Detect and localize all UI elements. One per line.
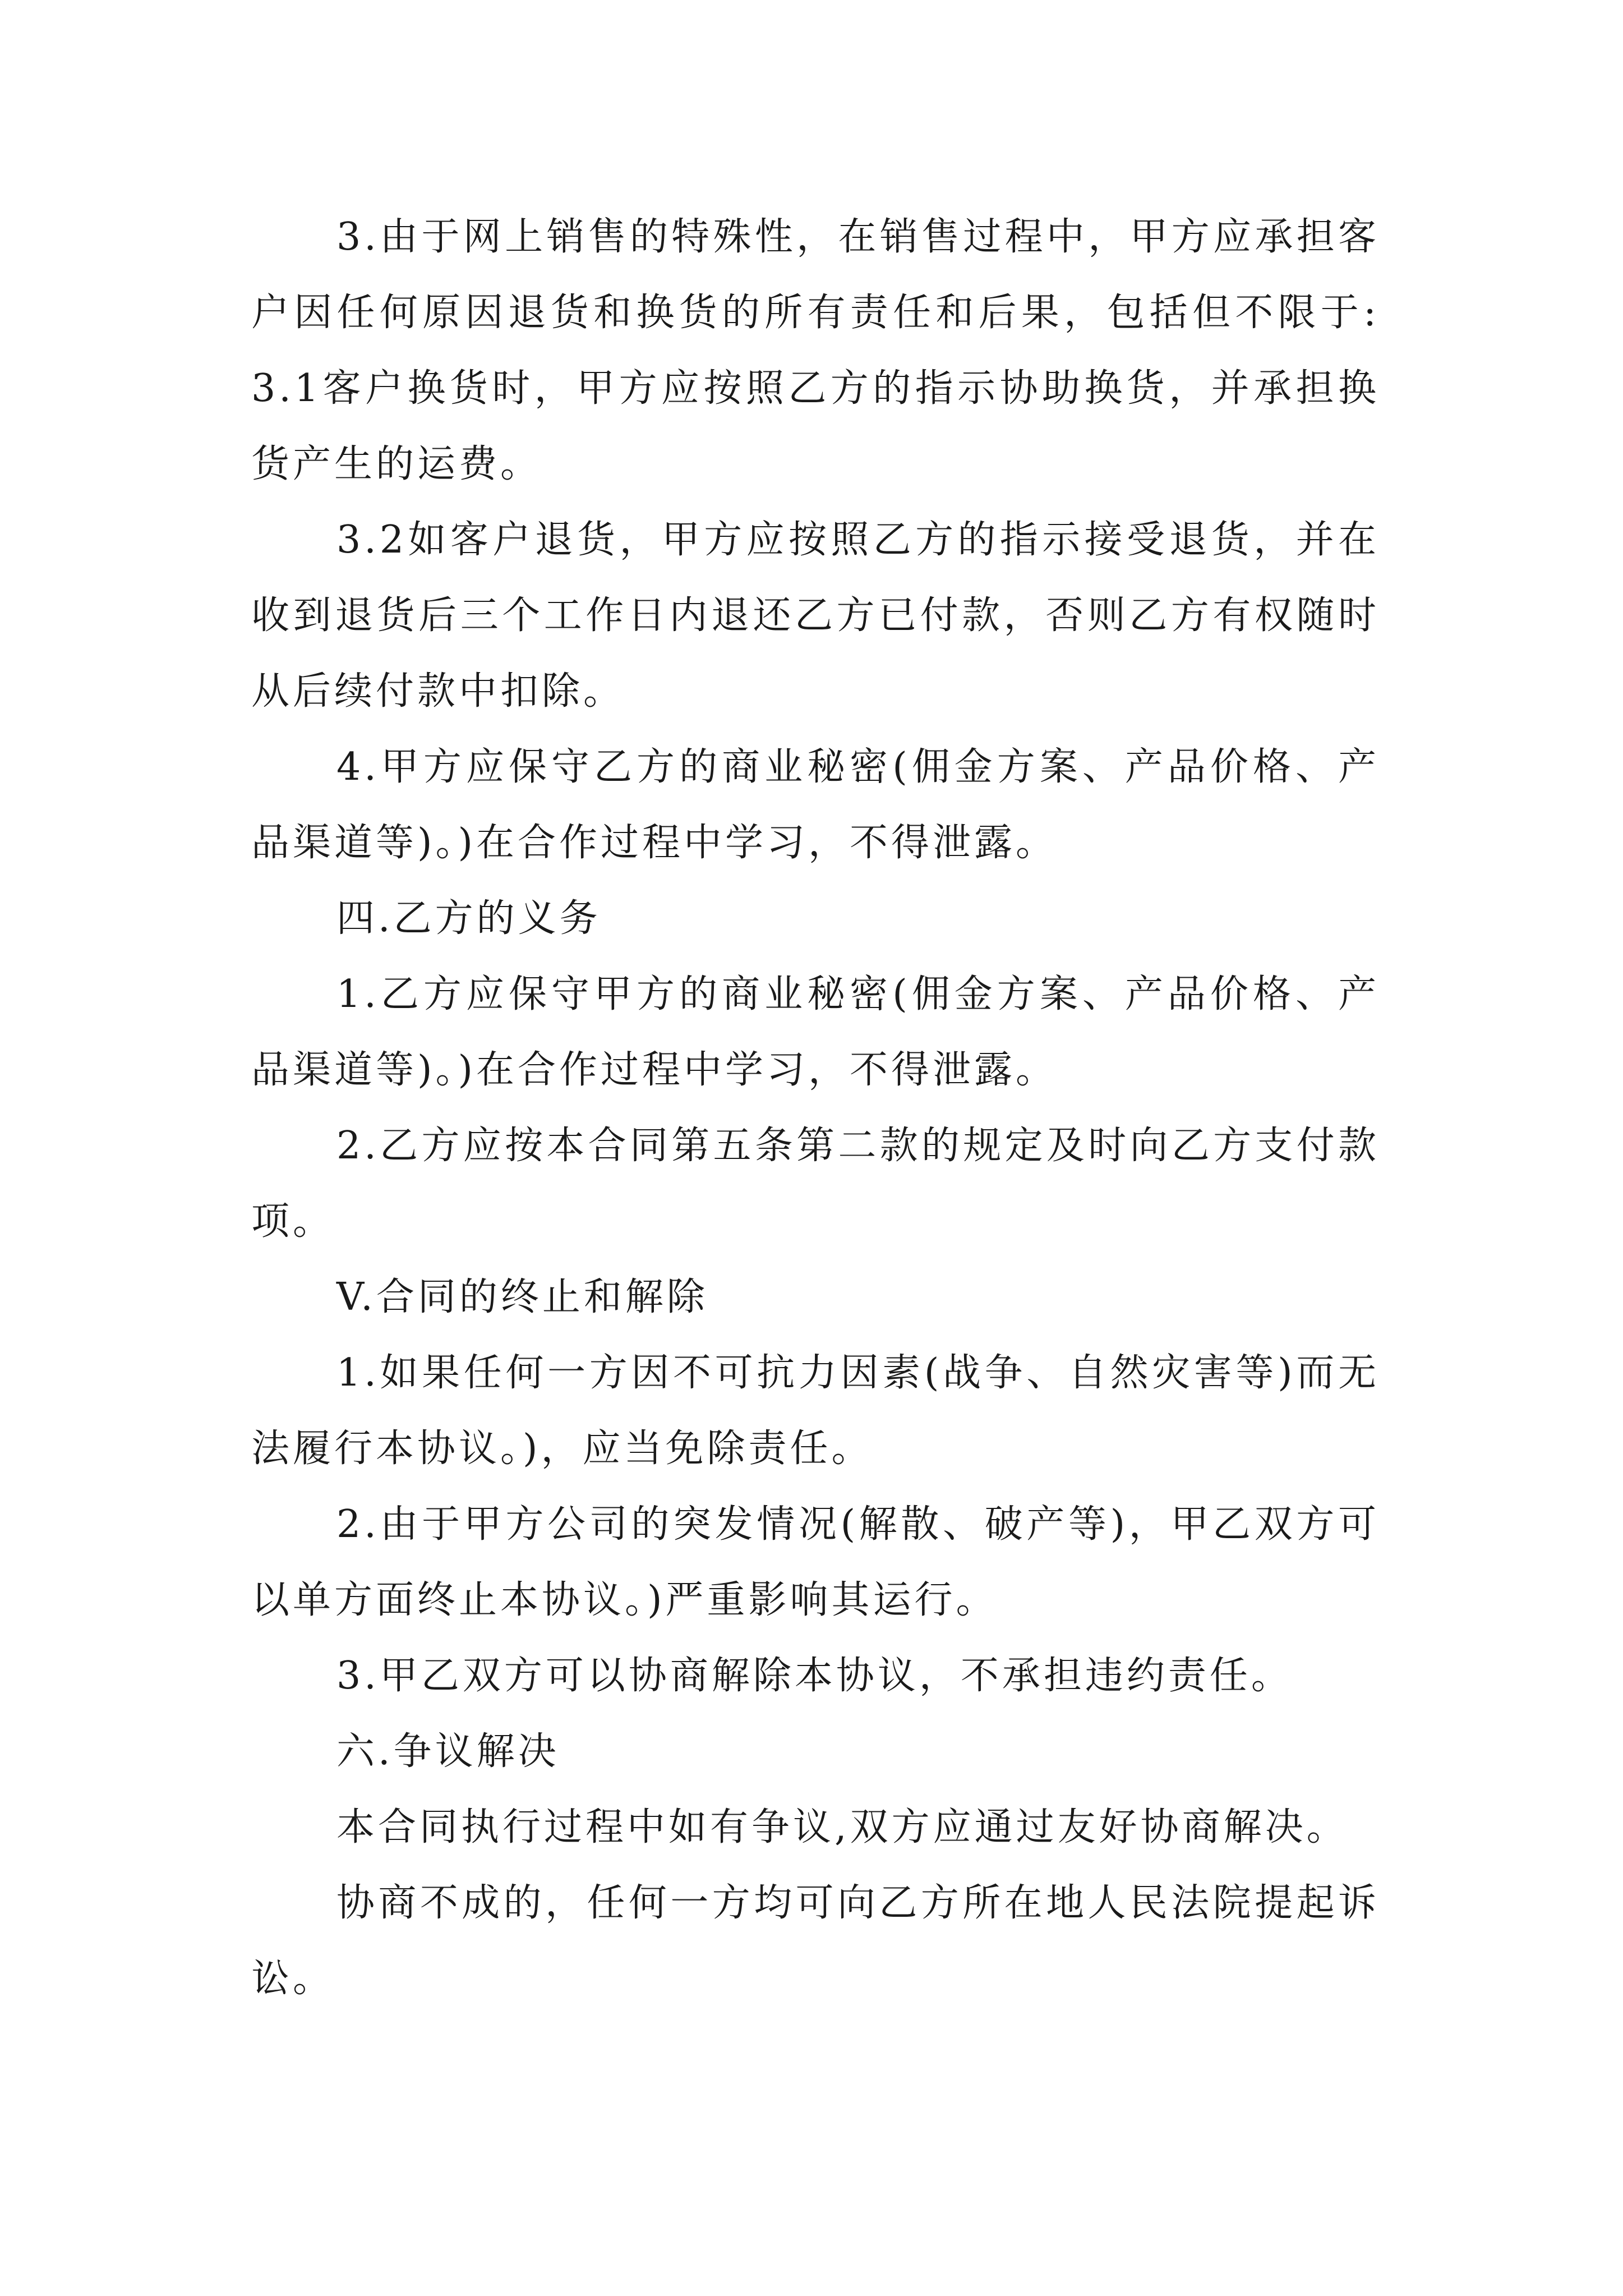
paragraph-returns-exchange: 3.由于网上销售的特殊性，在销售过程中，甲方应承担客户因任何原因退货和换货的所有责任和后果，包括但不限于:3.1客户换货时，甲方应按照乙方的指示协助换货，并承担换货产生的运费。 [251, 215, 1380, 486]
paragraph-negotiation: 本合同执行过程中如有争议,双方应通过友好协商解决。 [336, 1805, 1348, 1849]
section-heading-dispute-resolution: 六.争议解决 [336, 1729, 560, 1774]
paragraph-party-b-confidentiality: 1.乙方应保守甲方的商业秘密(佣金方案、产品价格、产品渠道等)。)在合作过程中学习，不得泄露。 [251, 972, 1380, 1092]
paragraph-refund: 3.2如客户退货，甲方应按照乙方的指示接受退货，并在收到退货后三个工作日内退还乙方已付款，否则乙方有权随时从后续付款中扣除。 [251, 518, 1380, 714]
paragraph-mutual-termination: 3.甲乙双方可以协商解除本协议，不承担违约责任。 [336, 1654, 1293, 1698]
paragraph-party-a-confidentiality: 4.甲方应保守乙方的商业秘密(佣金方案、产品价格、产品渠道等)。)在合作过程中学习，不得泄露。 [251, 745, 1380, 865]
section-heading-party-b-obligations: 四.乙方的义务 [336, 896, 601, 941]
document-body [251, 199, 1380, 2017]
section-heading-termination: V.合同的终止和解除 [336, 1275, 708, 1319]
paragraph-unilateral-termination: 2.由于甲方公司的突发情况(解散、破产等)，甲乙双方可以单方面终止本协议。)严重影响其运行。 [251, 1502, 1380, 1622]
paragraph-litigation: 协商不成的，任何一方均可向乙方所在地人民法院提起诉讼。 [251, 1881, 1380, 2001]
paragraph-force-majeure: 1.如果任何一方因不可抗力因素(战争、自然灾害等)而无法履行本协议。)，应当免除责任。 [251, 1351, 1380, 1471]
paragraph-payment: 2.乙方应按本合同第五条第二款的规定及时向乙方支付款项。 [251, 1124, 1380, 1244]
